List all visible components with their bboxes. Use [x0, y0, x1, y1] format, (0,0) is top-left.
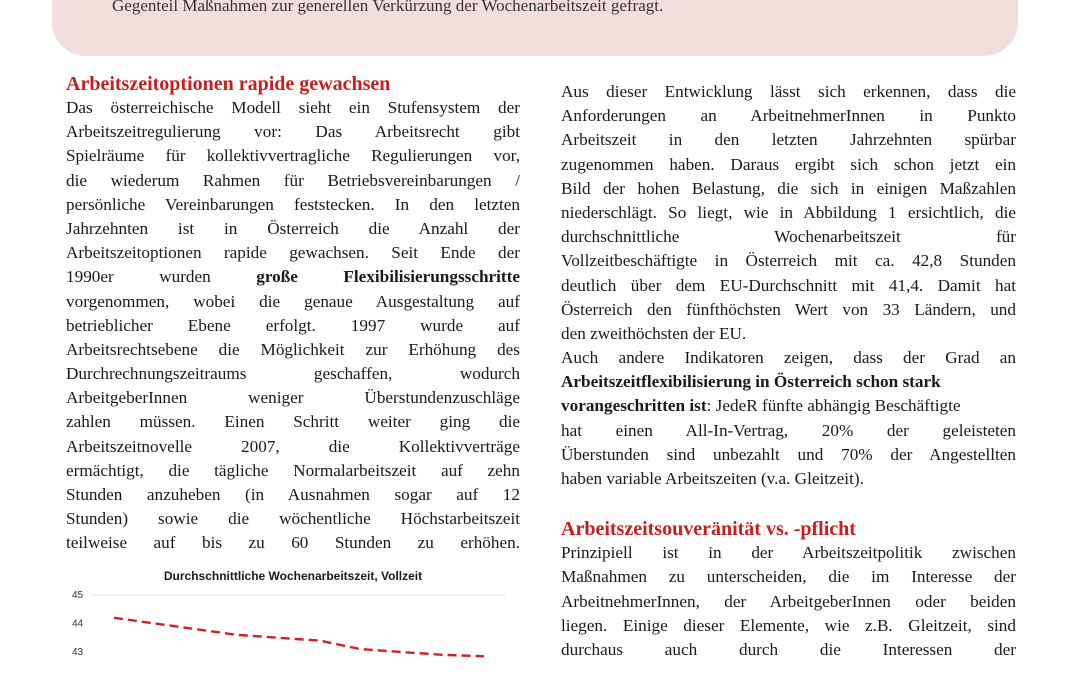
text-line: Maßnahmen zu unterscheiden, die im Interesse der	[561, 567, 1016, 587]
text-line: zugenommen haben. Daraus ergibt sich schon jetzt ein	[561, 154, 1016, 174]
y-tick-label: 43	[72, 647, 84, 658]
text-line: Stunden anzuheben (in Ausnahmen sogar auf 12	[66, 485, 520, 504]
text-line: hat einen All-In-Vertrag, 20% der geleisteten	[561, 420, 1016, 440]
text-line: haben variable Arbeitszeiten (v.a. Gleitzeit).	[561, 469, 864, 489]
chart-plot	[66, 566, 520, 676]
text-line: Arbeitszeitregulierung vor: Das Arbeitsrecht gibt	[66, 122, 520, 142]
text-line: den zweithöchsten der EU.	[561, 323, 747, 343]
series-line	[114, 618, 484, 656]
chart-title: Durchschnittliche Wochenarbeitszeit, Vollzeit	[163, 569, 423, 583]
text-line: ArbeitnehmerInnen, der ArbeitgeberInnen oder beiden	[561, 591, 1016, 611]
text-line: Vollzeitbeschäftigte in Österreich mit ca. 42,8 Stunden	[561, 251, 1016, 271]
text-line: Arbeitszeit in den letzten Jahrzehnten spürbar	[561, 130, 1016, 150]
text-line: deutlich über dem EU-Durchschnitt mit 41,4. Damit hat	[561, 275, 1016, 295]
text-fragment: 1990er wurden	[66, 267, 211, 287]
text-line: Durchrechnungszeitraums geschaffen, wodurch	[66, 364, 520, 384]
bold-phrase: vorangeschritten ist	[561, 396, 707, 416]
left-paragraph	[66, 96, 520, 556]
text-line: durchaus auch durch die Interessen der	[561, 640, 1016, 659]
text-line: Arbeitszeitnovelle 2007, die Kollektivverträge	[66, 436, 520, 456]
summary-box	[52, 0, 1018, 56]
text-line: Arbeitszeitoptionen rapide gewachsen. Seit Ende der	[66, 243, 520, 263]
text-line	[561, 394, 1016, 418]
text-line: Prinzipiell ist in der Arbeitszeitpolitik zwischen	[561, 543, 1016, 563]
text-line: Bild der hohen Belastung, die sich in einigen Maßzahlen	[561, 178, 1016, 198]
section-heading-left: Arbeitszeitoptionen rapide gewachsen	[66, 73, 391, 95]
weekly-hours-chart	[66, 566, 520, 676]
text-line: Überstunden sind unbezahlt und 70% der Angestellten	[561, 444, 1016, 464]
text-line: Aus dieser Entwicklung lässt sich erkennen, dass die	[561, 82, 1016, 101]
bold-phrase: große Flexibilisierungsschritte	[256, 267, 520, 287]
y-tick-label: 44	[72, 618, 84, 630]
text-line: Anforderungen an ArbeitnehmerInnen in Punkto	[561, 106, 1016, 126]
text-line: Jahrzehnten ist in Österreich die Anzahl der	[66, 218, 520, 238]
text-line: teilweise auf bis zu 60 Stunden zu erhöhen.	[66, 533, 520, 553]
text-line: durchschnittliche Wochenarbeitszeit für	[561, 227, 1016, 247]
right-column	[561, 80, 1016, 662]
text-line: Spielräume für kollektivvertragliche Regulierungen vor,	[66, 146, 520, 166]
text-line: Arbeitsrechtsebene die Möglichkeit zur Erhöhung des	[66, 339, 520, 359]
text-fragment: : JedeR fünfte abhängig Beschäftigte	[706, 396, 961, 416]
text-line: die wiederum Rahmen für Betriebsvereinbarungen /	[66, 170, 520, 190]
text-line: Österreich den fünfthöchsten Wert von 33 Ländern, und	[561, 299, 1016, 319]
section-heading-right: Arbeitszeitsouveränität vs. -pflicht	[561, 518, 856, 541]
text-line: liegen. Einige dieser Elemente, wie z.B. Gleitzeit, sind	[561, 615, 1016, 635]
text-line: zahlen müssen. Einen Schritt weiter ging die	[66, 412, 520, 432]
text-line: Auch andere Indikatoren zeigen, dass der Grad an	[561, 348, 1016, 368]
text-line: vorgenommen, wobei die genaue Ausgestaltung auf	[66, 291, 520, 311]
text-line: ermächtigt, die tägliche Normalarbeitszeit auf zehn	[66, 460, 520, 480]
text-line: Stunden) sowie die wöchentliche Höchstarbeitszeit	[66, 509, 520, 529]
text-line: betrieblicher Ebene erfolgt. 1997 wurde auf	[66, 315, 520, 335]
left-column	[66, 72, 520, 556]
text-line: persönliche Vereinbarungen feststecken. In den letzten	[66, 194, 520, 214]
text-line	[561, 370, 1016, 394]
text-line: Das österreichische Modell sieht ein Stufensystem der	[66, 98, 520, 117]
text-line: niederschlägt. So liegt, wie in Abbildung 1 ersichtlich, die	[561, 202, 1016, 222]
text-line	[66, 265, 520, 289]
y-tick-label: 45	[72, 590, 84, 601]
text-line: ArbeitgeberInnen weniger Überstundenzuschläge	[66, 388, 520, 408]
bold-phrase: Arbeitszeitflexibilisierung in Österreich schon stark	[561, 372, 941, 392]
summary-text: Gegenteil Maßnahmen zur generellen Verkürzung der Wochenarbeitszeit gefragt.	[112, 0, 664, 15]
